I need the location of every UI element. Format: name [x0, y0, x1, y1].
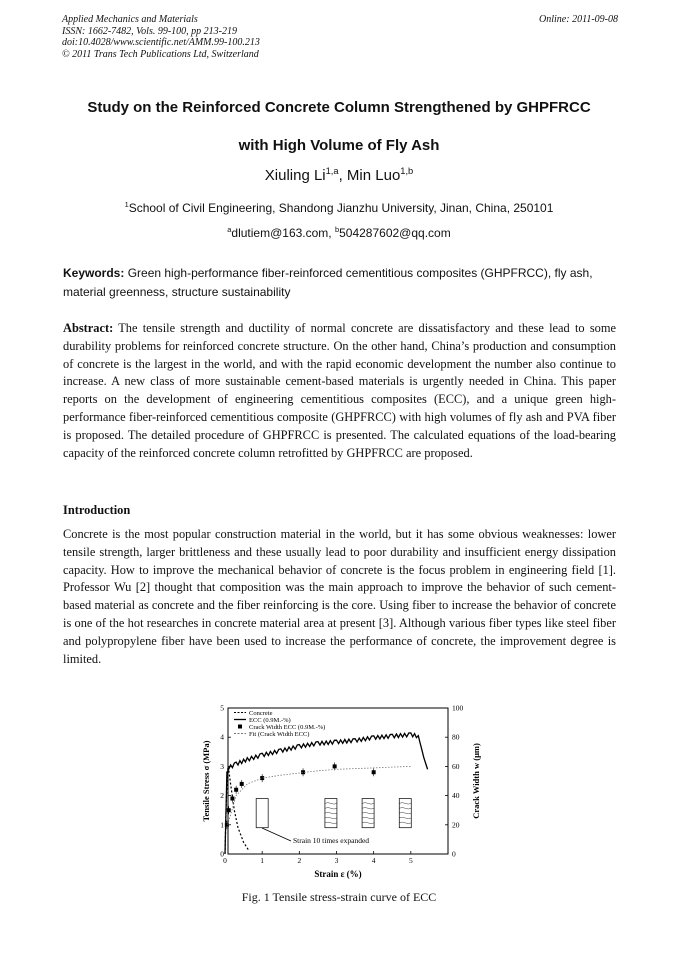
crack-width-boxes	[256, 799, 411, 828]
introduction-text: Concrete is the most popular construction material in the world, but it has some obvious weaknesses: lower tensile strength, larger brittleness and these usually lead to poor durability and insufficient energy dissipation capacity. How to improve the mechanical behavior of concrete is the focus problem in engineering field [1]. Professor Wu [2] thought that composition was the main approach to improve the behavior of such cement-based material as concrete and the fiber reinforcing is the core. Using fiber to increase the behavior of concrete is one of the hot researches in concrete material area at present [3]. Although various fiber types like steel fiber and polypropylene fiber have been used to increase the performance of concrete, the improvement degree is limited.	[63, 527, 616, 666]
crack-width-point	[240, 782, 244, 786]
y2-tick-label: 60	[452, 761, 460, 771]
crack-width-point	[234, 788, 238, 792]
journal-header	[62, 14, 618, 60]
crack-width-point	[227, 808, 231, 812]
crack-line	[362, 803, 374, 805]
crack-line	[362, 822, 374, 824]
crack-line	[325, 803, 337, 805]
y2-tick-label: 40	[452, 791, 460, 801]
crack-line	[362, 817, 374, 819]
series-fit-line	[227, 766, 411, 827]
crack-width-point	[372, 770, 376, 774]
email-b: 504287602@qq.com	[339, 226, 451, 240]
keywords	[63, 264, 619, 301]
y-tick-label: 1	[220, 820, 224, 830]
introduction-heading: Introduction	[63, 503, 131, 517]
authors	[0, 167, 678, 184]
figure-1	[196, 700, 486, 882]
legend-label: ECC (0.9M.-%)	[249, 717, 291, 724]
y2-tick-label: 20	[452, 820, 460, 830]
crack-line	[325, 812, 337, 814]
copyright-line: © 2011 Trans Tech Publications Ltd, Switzerland	[62, 48, 259, 60]
issn-line: ISSN: 1662-7482, Vols. 99-100, pp 213-219	[62, 25, 237, 37]
title-line-1: Study on the Reinforced Concrete Column Strengthened by GHPFRCC	[87, 99, 591, 116]
crack-pattern-box	[256, 799, 268, 828]
author-2-affil: 1,b	[400, 166, 414, 176]
crack-line	[399, 812, 411, 814]
crack-line	[325, 817, 337, 819]
title-line-2: with High Volume of Fly Ash	[238, 137, 440, 154]
x-tick-label: 1	[260, 856, 265, 865]
annotation-arrow	[262, 828, 291, 841]
crack-line	[399, 822, 411, 824]
x-tick-label: 0	[223, 856, 227, 865]
crack-line	[399, 803, 411, 805]
affiliation	[0, 201, 678, 215]
legend-label: Concrete	[249, 710, 273, 717]
y2-tick-label: 0	[452, 849, 456, 859]
y-axis-label: Tensile Stress σ (MPa)	[201, 740, 211, 822]
abstract-label: Abstract:	[63, 321, 114, 335]
crack-width-point	[230, 797, 234, 801]
y2-tick-label: 100	[452, 703, 464, 713]
email-b-marker: b	[334, 225, 340, 234]
y2-tick-label: 80	[452, 732, 460, 742]
email-a-marker: a	[227, 225, 232, 234]
crack-width-point	[225, 823, 229, 827]
abstract-text: The tensile strength and ductility of normal concrete are dissatisfactory and these lead to some durability problems for reinforced concrete structure. On the other hand, China’s production and consumption of concrete is the largest in the world, and with the rapid economic development the number also continue to increase. A new class of more sustainable cement-based materials is urgently needed in China. This paper reports on the development of engineering cementitious composites (ECC), and a unique green high-performance fiber-reinforced cementitious composite (GHPFRCC) with high volumes of fly ash and PVA fiber is proposed. The detailed procedure of GHPFRCC is presented. The calculated equations of the load-bearing capacity of the reinforced concrete column retrofitted by GHPFRCC are proposed.	[63, 321, 616, 460]
author-1-affil: 1,a	[325, 166, 339, 176]
legend-label: Crack Width ECC (0.9M.-%)	[249, 724, 326, 731]
legend-swatch	[238, 725, 242, 729]
stress-strain-chart	[196, 700, 486, 882]
y-tick-label: 2	[220, 791, 224, 801]
emails	[0, 226, 678, 240]
x-axis-label: Strain ε (%)	[314, 869, 362, 879]
email-a: dlutiem@163.com,	[231, 226, 335, 240]
author-2: Min Luo	[346, 167, 401, 184]
crack-width-point	[333, 764, 337, 768]
crack-line	[399, 817, 411, 819]
crack-line	[362, 808, 374, 810]
crack-line	[325, 808, 337, 810]
annotation-text: Strain 10 times expanded	[293, 836, 370, 845]
keywords-label: Keywords:	[63, 266, 125, 280]
doi-line: doi:10.4028/www.scientific.net/AMM.99-100.213	[62, 37, 260, 48]
y-tick-label: 0	[220, 849, 224, 859]
y-tick-label: 3	[220, 761, 224, 771]
figure-caption: Fig. 1 Tensile stress-strain curve of ECC	[241, 890, 437, 904]
y-tick-label: 4	[220, 732, 224, 742]
abstract	[63, 320, 616, 462]
online-date: Online: 2011-09-08	[539, 14, 618, 25]
affiliation-number: 1	[124, 200, 129, 209]
y2-axis-label: Crack Width w (μm)	[471, 743, 481, 819]
affiliation-text: School of Civil Engineering, Shandong Jianzhu University, Jinan, China, 250101	[128, 201, 554, 215]
x-tick-label: 5	[408, 856, 413, 865]
author-separator: ,	[338, 167, 347, 184]
paper-title	[40, 89, 638, 165]
x-tick-label: 2	[297, 856, 302, 865]
x-tick-label: 4	[371, 856, 376, 865]
journal-name: Applied Mechanics and Materials	[62, 14, 198, 25]
x-tick-label: 3	[334, 856, 339, 865]
crack-line	[325, 822, 337, 824]
crack-line	[362, 812, 374, 814]
author-1: Xiuling Li	[264, 167, 326, 184]
y-tick-label: 5	[220, 703, 224, 713]
keywords-text: Green high-performance fiber-reinforced cementitious composites (GHPFRCC), fly ash, material greenness, structure sustainability	[63, 266, 593, 299]
crack-line	[399, 808, 411, 810]
legend-label: Fit (Crack Width ECC)	[249, 731, 310, 738]
